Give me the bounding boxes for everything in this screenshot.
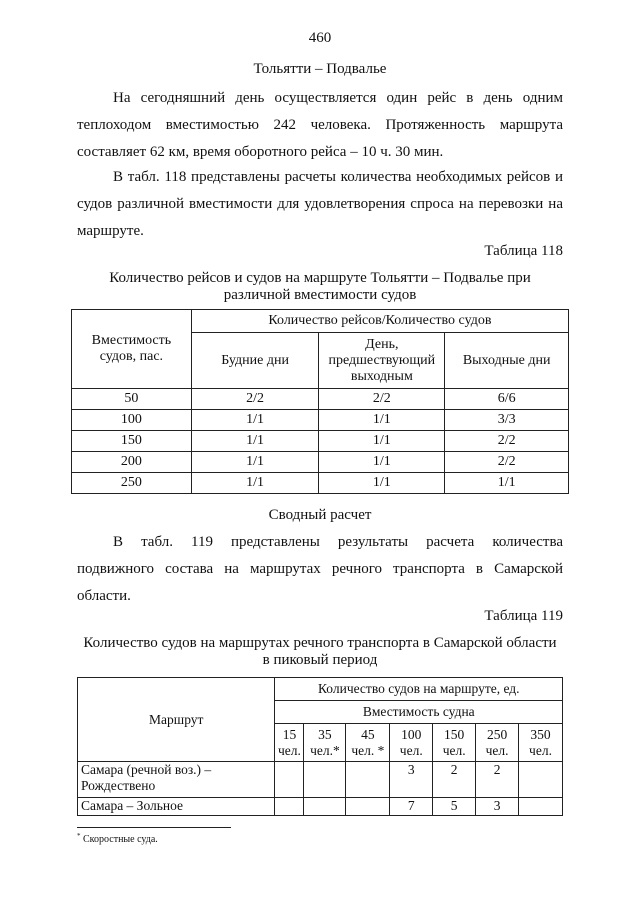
cell-weekdays: 1/1: [191, 431, 319, 452]
capacity-unit: чел.: [399, 742, 423, 758]
cell-weekdays: 1/1: [191, 473, 319, 494]
cell-value: 2: [476, 762, 519, 798]
table-row: [72, 431, 569, 452]
paragraph-line: На сегодняшний день осуществляется один рейс в день одним: [113, 90, 563, 106]
table-118: [71, 309, 569, 494]
header-line: День,: [365, 336, 399, 352]
table-row: [72, 389, 569, 410]
header-weekdays: Будние дни: [191, 333, 319, 389]
cell-weekend: 3/3: [445, 410, 569, 431]
table-118-label: Таблица 118: [484, 243, 563, 259]
table-row: [72, 473, 569, 494]
cell-value: [346, 798, 390, 816]
paragraph-line: В табл. 118 представлены расчеты количества необходимых рейсов и: [113, 169, 563, 185]
header-group: Количество рейсов/Количество судов: [191, 310, 568, 333]
cell-preholiday: 2/2: [319, 389, 445, 410]
cell-value: 3: [390, 762, 433, 798]
footnote: [77, 832, 158, 845]
cell-value: [275, 798, 304, 816]
route-line: Самара (речной воз.) –: [81, 762, 212, 777]
cell-weekend: 6/6: [445, 389, 569, 410]
capacity-unit: чел.: [529, 742, 552, 758]
cell-weekend: 2/2: [445, 431, 569, 452]
table-119: [77, 677, 563, 816]
caption-line: Количество рейсов и судов на маршруте Тольятти – Подвалье при: [109, 270, 531, 286]
cell-route: [78, 762, 275, 798]
capacity-unit: чел.: [278, 742, 301, 758]
header-weekend: Выходные дни: [445, 333, 569, 389]
header-capacity: [72, 310, 192, 389]
footnote-mark: *: [77, 832, 81, 840]
cell-capacity: 50: [72, 389, 192, 410]
header-line: предшествующий: [328, 352, 436, 368]
capacity-unit: чел.: [442, 742, 466, 758]
cell-value: [519, 798, 563, 816]
cell-capacity: 150: [72, 431, 192, 452]
cell-capacity: 100: [72, 410, 192, 431]
paragraph-line: В табл. 119 представлены результаты расчета количества: [113, 534, 563, 550]
header-capacity: Вместимость судна: [275, 701, 563, 724]
capacity-value: 350: [530, 726, 551, 742]
capacity-value: 35: [318, 726, 332, 742]
header-preholiday: [319, 333, 445, 389]
capacity-35: [304, 724, 346, 762]
paragraph-line: подвижного состава на маршрутах речного транспорта в Самарской: [77, 561, 563, 577]
capacity-unit: чел.: [485, 742, 509, 758]
paragraph-2: [77, 164, 563, 245]
paragraph-3: [77, 529, 563, 610]
cell-value: [275, 762, 304, 798]
page-number: 460: [308, 30, 332, 46]
cell-value: [304, 762, 346, 798]
footnote-text: Скоростные суда.: [83, 834, 158, 845]
capacity-value: 45: [361, 726, 375, 742]
paragraph-line: теплоходом вместимостью 242 человека. Протяженность маршрута: [77, 117, 563, 133]
cell-weekend: 1/1: [445, 473, 569, 494]
paragraph-line: составляет 62 км, время оборотного рейса – 10 ч. 30 мин.: [77, 144, 444, 160]
paragraph-line: области.: [77, 588, 131, 604]
capacity-15: [275, 724, 304, 762]
cell-value: [346, 762, 390, 798]
cell-route: [78, 798, 275, 816]
cell-weekend: 2/2: [445, 452, 569, 473]
caption-line: Количество судов на маршрутах речного транспорта в Самарской области: [83, 635, 557, 651]
cell-value: 5: [433, 798, 476, 816]
capacity-150: [433, 724, 476, 762]
capacity-value: 100: [401, 726, 422, 742]
summary-heading: Сводный расчет: [268, 507, 372, 523]
table-row: [78, 762, 563, 798]
table-row: [72, 452, 569, 473]
cell-preholiday: 1/1: [319, 473, 445, 494]
cell-value: 2: [433, 762, 476, 798]
table-row: [72, 410, 569, 431]
cell-weekdays: 1/1: [191, 452, 319, 473]
paragraph-line: маршруте.: [77, 223, 144, 239]
capacity-250: [476, 724, 519, 762]
cell-preholiday: 1/1: [319, 431, 445, 452]
route-line: Рождествено: [81, 778, 156, 793]
table-119-caption: [77, 635, 563, 669]
header-line: выходным: [350, 368, 413, 384]
cell-value: 3: [476, 798, 519, 816]
cell-value: 7: [390, 798, 433, 816]
paragraph-1: [77, 85, 563, 166]
capacity-100: [390, 724, 433, 762]
capacity-unit: чел. *: [351, 742, 385, 758]
cell-capacity: 250: [72, 473, 192, 494]
section-heading: Тольятти – Подвалье: [253, 61, 387, 77]
capacity-value: 250: [486, 726, 508, 742]
cell-preholiday: 1/1: [319, 410, 445, 431]
capacity-350: [519, 724, 563, 762]
cell-value: [519, 762, 563, 798]
cell-capacity: 200: [72, 452, 192, 473]
header-line: Вместимость: [91, 333, 172, 348]
caption-line: в пиковый период: [262, 652, 378, 668]
cell-weekdays: 1/1: [191, 410, 319, 431]
header-line: судов, пас.: [99, 349, 164, 364]
header-group: Количество судов на маршруте, ед.: [275, 678, 563, 701]
capacity-unit: чел.*: [310, 742, 340, 758]
footnote-rule: [77, 827, 231, 828]
cell-weekdays: 2/2: [191, 389, 319, 410]
paragraph-line: судов различной вместимости для удовлетворения спроса на перевозки на: [77, 196, 563, 212]
table-118-caption: [77, 270, 563, 304]
capacity-value: 15: [282, 726, 297, 742]
cell-value: [304, 798, 346, 816]
caption-line: различной вместимости судов: [223, 287, 417, 303]
route-line: Самара – Зольное: [81, 798, 184, 813]
header-route: Маршрут: [78, 678, 275, 762]
capacity-value: 150: [444, 726, 465, 742]
capacity-45: [346, 724, 390, 762]
table-row: [78, 798, 563, 816]
cell-preholiday: 1/1: [319, 452, 445, 473]
table-119-label: Таблица 119: [484, 608, 563, 624]
